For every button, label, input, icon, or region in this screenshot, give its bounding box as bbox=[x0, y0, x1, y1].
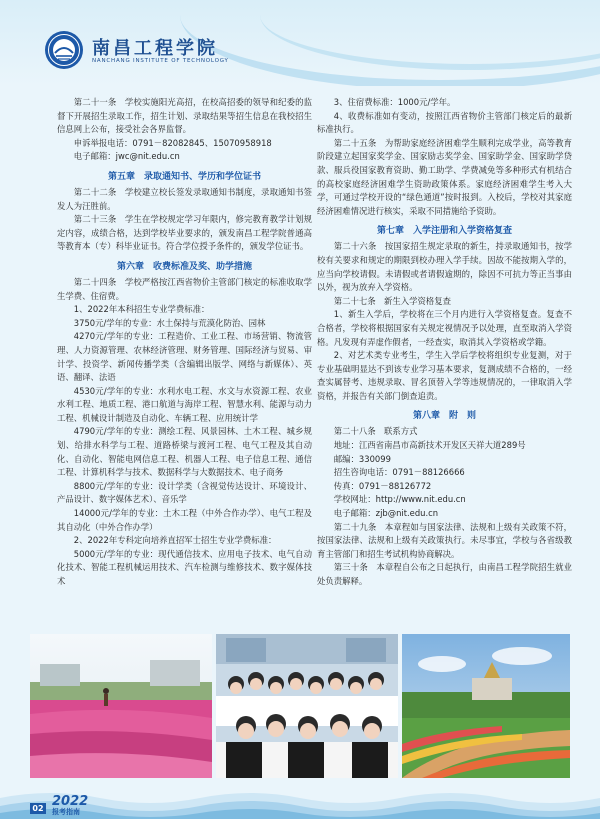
contact-postcode: 邮编：330099 bbox=[333, 453, 391, 464]
fee-4530: 4530元/学年的专业：水利水电工程、水文与水资源工程、农业水利工程、地质工程、港口航道与海岸工程、智慧水利、能源与动力工程、机械设计制造及自动化、车辆工程、应用统计学 bbox=[57, 385, 312, 423]
article-26: 第二十六条 按国家招生规定录取的新生，持录取通知书，按学校有关要求和规定的期限到校办理入学手续。因故不能按期入学的，应当向学校请假。未请假或者请假逾期的，除因不可抗力等正当事由以外，视为放弃入学资格。 bbox=[317, 241, 572, 293]
contact-email[interactable]: 电子邮箱：zjb@nit.edu.cn bbox=[333, 508, 439, 519]
article-30: 第三十条 本章程自公布之日起执行，由南昌工程学院招生就业处负责解释。 bbox=[317, 562, 572, 586]
contact-fax: 传真：0791－88126772 bbox=[333, 480, 432, 491]
fee-8800: 8800元/学年的专业：设计学类（含视觉传达设计、环境设计、产品设计、数字媒体艺术）、音乐学 bbox=[57, 480, 312, 505]
photo-graduates bbox=[216, 634, 398, 778]
footer-guide-title: 报考指南 bbox=[52, 808, 80, 816]
complaint-email: 电子邮箱：jwc@nit.edu.cn bbox=[73, 151, 180, 162]
footer-year: 2022 bbox=[52, 794, 89, 809]
article-24: 第二十四条 学校严格按江西省物价主管部门核定的标准收取学生学费、住宿费。 bbox=[57, 276, 312, 301]
right-column bbox=[317, 96, 572, 589]
photo-campus-garden bbox=[402, 634, 570, 778]
chapter-6-title: 第六章 收费标准及奖、助学措施 bbox=[116, 261, 252, 272]
fee-undergrad-heading: 1、2022年本科招生专业学费标准： bbox=[73, 304, 210, 315]
school-name: 南昌工程学院 bbox=[92, 38, 218, 59]
photo-strip bbox=[30, 634, 570, 778]
article-22: 第二十二条 学校建立校长签发录取通知书制度，录取通知书签发人为汪胜前。 bbox=[57, 186, 312, 211]
dorm-fee: 3、住宿费标准：1000元/学年。 bbox=[333, 97, 456, 107]
school-name-english: NANCHANG INSTITUTE OF TECHNOLOGY bbox=[92, 58, 229, 64]
footer-waves bbox=[0, 782, 600, 819]
contact-website[interactable]: 学校网址：http://www.nit.edu.cn bbox=[333, 494, 466, 505]
school-logo-icon bbox=[44, 30, 84, 70]
fee-5000: 5000元/学年的专业：现代通信技术、应用电子技术、电气自动化技术、智能工程机械运用技术、汽车检测与维修技术、数字媒体技术 bbox=[57, 548, 312, 586]
page-header bbox=[0, 0, 600, 86]
article-29: 第二十九条 本章程如与国家法律、法规和上级有关政策不符，按国家法律、法规和上级有关政策执行。未尽事宜，学校与各省级教育主管部门和招生考试机构协商解决。 bbox=[317, 521, 572, 559]
review-item-1: 1、新生入学后，学校将在三个月内进行入学资格复查。复查不合格者，学校将根据国家有关规定视情况予以处理，直至取消入学资格。凡发现有弄虚作假者，一经查实，取消其入学资格或学籍。 bbox=[317, 309, 572, 347]
chapter-7-title: 第七章 入学注册和入学资格复查 bbox=[376, 226, 512, 237]
photo-flower-field bbox=[30, 634, 212, 778]
page-number: 02 bbox=[30, 803, 46, 814]
fee-4270: 4270元/学年的专业：工程造价、工业工程、市场营销、物流管理、人力资源管理、农林经济管理、财务管理、国际经济与贸易、审计学、投资学、新闻传播学类（含编辑出版学、网络与新媒体）、英语、翻译、法语 bbox=[57, 331, 312, 383]
fee-3750: 3750元/学年的专业：水土保持与荒漠化防治、园林 bbox=[73, 317, 266, 328]
fee-14000: 14000元/学年的专业：土木工程（中外合作办学）、电气工程及其自动化（中外合作办学） bbox=[57, 508, 312, 532]
article-27: 第二十七条 新生入学资格复查 bbox=[333, 295, 452, 306]
fee-4790: 4790元/学年的专业：测绘工程、风景园林、土木工程、城乡规划、给排水科学与工程、道路桥梁与渡河工程、电气工程及其自动化、自动化、智能电网信息工程、机器人工程、电子信息工程、通信工程、计算机科学与技术、数据科学与大数据技术、电子商务 bbox=[57, 426, 312, 478]
article-25: 第二十五条 为帮助家庭经济困难学生顺利完成学业，高等教育阶段建立起国家奖学金、国家励志奖学金、国家助学金、国家助学贷款、服兵役国家教育资助、勤工助学、学费减免等多种形式有机结合的高校家庭经济困难学生资助政策体系。家庭经济困难学生考入大学，可通过学校开设的“绿色通道”按时报到。入校后，学校对其家庭经济困难情况进行核实，采取不同措施给予资助。 bbox=[317, 137, 572, 216]
fee-change-note: 4、收费标准如有变动，按照江西省物价主管部门核定后的最新标准执行。 bbox=[317, 110, 572, 135]
article-21: 第二十一条 学校实施阳光高招，在校高招委的领导和纪委的监督下开展招生录取工作，招生计划、录取结果等招生信息在我校招生信息网上公布，接受社会各界监督。 bbox=[57, 97, 312, 135]
article-28: 第二十八条 联系方式 bbox=[333, 426, 418, 437]
chapter-5-title: 第五章 录取通知书、学历和学位证书 bbox=[107, 171, 261, 182]
article-23: 第二十三条 学生在学校规定学习年限内，修完教育教学计划规定内容，成绩合格，达到学校毕业要求的，颁发南昌工程学院普通高等教育本（专）科毕业证书。符合学位授予条件的，颁发学位证书。 bbox=[57, 214, 312, 252]
fee-junior-heading: 2、2022年专科定向培养直招军士招生专业学费标准： bbox=[73, 535, 277, 546]
contact-address: 地址：江西省南昌市高新技术开发区天祥大道289号 bbox=[333, 440, 526, 451]
complaint-phone: 申诉举报电话：0791－82082845、15070958918 bbox=[73, 137, 272, 148]
contact-phone: 招生咨询电话：0791－88126666 bbox=[333, 467, 465, 478]
left-column bbox=[57, 96, 312, 589]
chapter-8-title: 第八章 附 则 bbox=[412, 411, 476, 422]
review-item-2: 2、对艺术类专业考生，学生入学后学校将组织专业复测，对于专业基础明显达不到该专业学习基本要求，复测成绩不合格的，一经查实属替考、违规录取、冒名顶替入学等违规情况的，一律取消入学资格，并报告有关部门倒查追责。 bbox=[317, 350, 572, 401]
